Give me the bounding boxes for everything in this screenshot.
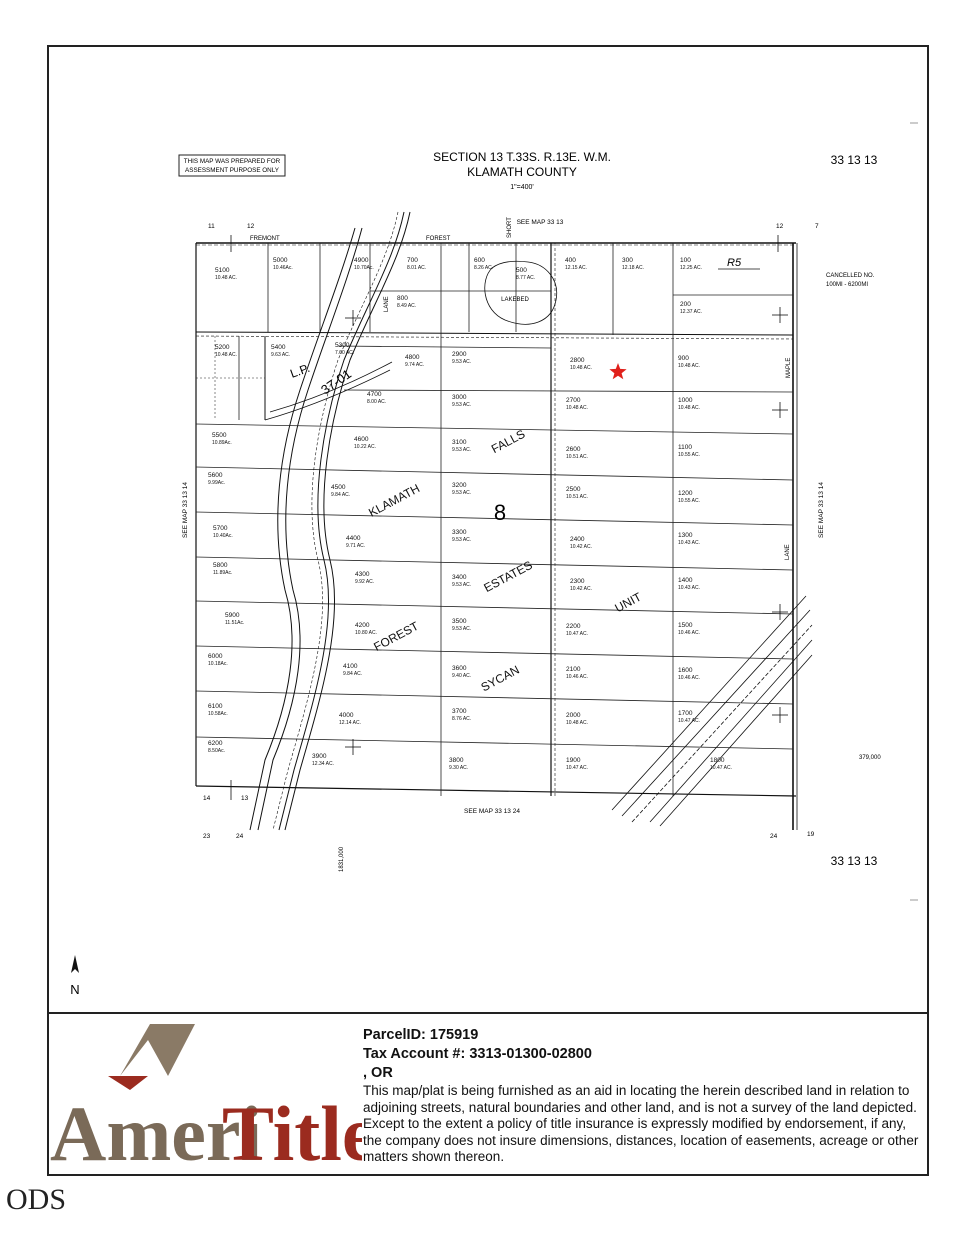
parcel-acreage: 9.53 AC. [452, 359, 472, 365]
parcel-acreage: 9.53 AC. [452, 402, 472, 408]
parcel-number: 6200 [208, 740, 223, 747]
parcel-acreage: 8.01 AC. [407, 265, 427, 271]
parcel-acreage: 12.15 AC. [565, 265, 587, 271]
parcel-number: 4900 [354, 257, 369, 264]
parcel-acreage: 9.92 AC. [355, 579, 375, 585]
parcel-acreage: 8.49 AC. [397, 303, 417, 309]
block-number: 8 [493, 500, 507, 525]
parcel-number: 900 [678, 355, 689, 362]
subdivision-word: KLAMATH [366, 481, 423, 520]
parcel-number: 2400 [570, 536, 585, 543]
parcel-acreage: 9.53 AC. [452, 626, 472, 632]
parcel-number: 4200 [355, 622, 370, 629]
cancelled-note-line1: CANCELLED NO. [826, 273, 875, 279]
parcel-acreage: 12.34 AC. [312, 761, 334, 767]
logo-mark [50, 1016, 362, 1166]
parcel-acreage: 12.25 AC. [680, 265, 702, 271]
parcel-acreage: 8.00 AC. [367, 399, 387, 405]
parcel-acreage: 7.60 AC. [335, 350, 355, 356]
parcel-number: 5600 [208, 472, 223, 479]
parcel-number: 1200 [678, 490, 693, 497]
road-name: SHORT [507, 217, 513, 238]
ameritite-logo [50, 1016, 362, 1166]
parcel-number: 2600 [566, 446, 581, 453]
parcel-number: 5900 [225, 612, 240, 619]
parcel-number: 4000 [339, 712, 354, 719]
parcel-number: 3800 [449, 757, 464, 764]
subdivision-word: SYCAN [478, 662, 522, 695]
parcel-acreage: 10.55 AC. [678, 498, 700, 504]
parcel-number: 1100 [678, 444, 692, 451]
parcel-number: 4700 [367, 391, 382, 398]
footer-divider [47, 1012, 929, 1014]
parcel-number: 3700 [452, 708, 467, 715]
parcel-acreage: 12.14 AC. [339, 720, 361, 726]
parcel-acreage: 9.53 AC. [452, 490, 472, 496]
parcel-number: 5700 [213, 525, 228, 532]
parcel-number: 1900 [566, 757, 581, 764]
parcel-acreage: 10.47 AC. [678, 718, 700, 724]
parcel-acreage: 8.50Ac. [208, 748, 225, 754]
parcel-acreage: 10.46 AC. [566, 674, 588, 680]
parcel-acreage: 10.58Ac. [208, 711, 228, 717]
subdivision-labels [366, 427, 644, 695]
parcel-number: 4500 [331, 484, 346, 491]
road-name: LANE [384, 296, 390, 312]
r5-label: R5 [727, 257, 742, 269]
map-title: SECTION 13 T.33S. R.13E. W.M. [433, 150, 611, 164]
parcel-acreage: 10.42 AC. [570, 544, 592, 550]
parcel-acreage: 10.22 AC. [354, 444, 376, 450]
survey-crosses [345, 307, 788, 755]
corner-number: 13 [241, 795, 249, 802]
parcel-acreage: 10.46 AC. [678, 630, 700, 636]
corner-number: 24 [236, 833, 244, 840]
disclaimer-text: This map/plat is being furnished as an aid in locating the herein described land in relation to adjoining streets, natural boundaries and other land, and is not a survey of the land depicted. Except to the extent a policy of title insurance is expressly modified by endorsement, if any, the company does not insure dimensions, distances, location of easements, acreage or other matters shown thereon. [363, 1083, 919, 1164]
parcel-acreage: 11.89Ac. [213, 570, 233, 576]
subdivision-word: UNIT [612, 589, 644, 616]
parcel-acreage: 9.40 AC. [452, 673, 472, 679]
parcel-acreage: 9.63 AC. [271, 352, 291, 358]
parcel-acreage: 10.47 AC. [566, 765, 588, 771]
parcel-number: 2700 [566, 397, 581, 404]
subdivision-word: FOREST [371, 618, 421, 655]
parcel-acreage: 9.30 AC. [449, 765, 469, 771]
parcel-acreage: 10.18Ac. [208, 661, 228, 667]
parcel-acreage: 8.77 AC. [516, 275, 536, 281]
corner-number: 7 [815, 223, 819, 230]
parcel-id: ParcelID: 175919 [363, 1027, 479, 1043]
subject-parcel-star [609, 363, 626, 379]
parcel-number: 200 [680, 301, 691, 308]
parcel-number: 3600 [452, 665, 467, 672]
corner-number: 11 [208, 223, 215, 230]
parcel-acreage: 12.37 AC. [680, 309, 702, 315]
parcel-acreage: 10.43 AC. [678, 540, 700, 546]
parcel-acreage: 10.42 AC. [570, 586, 592, 592]
parcel-acreage: 10.48 AC. [570, 365, 592, 371]
parcel-number: 4100 [343, 663, 358, 670]
parcel-number: 4300 [355, 571, 370, 578]
parcel-acreage: 12.18 AC. [622, 265, 644, 271]
parcel-number: 6100 [208, 703, 223, 710]
map-number-top: 33 13 13 [830, 153, 878, 167]
parcel-number: 2100 [566, 666, 581, 673]
transmission-easement [612, 596, 812, 826]
parcel-number: 3300 [452, 529, 467, 536]
coordinate-right: 379,000 [859, 755, 881, 761]
parcel-number: 100 [680, 257, 691, 264]
lp-label: L.P. [288, 360, 312, 381]
corner-number: 24 [770, 833, 778, 840]
parcel-acreage: 10.70Ac. [354, 265, 374, 271]
parcel-acreage: 10.40Ac. [213, 533, 233, 539]
corner-number: 14 [203, 795, 211, 802]
corner-number: 19 [807, 831, 815, 838]
parcel-acreage: 10.48 AC. [566, 405, 588, 411]
parcel-acreage: 9.71 AC. [346, 543, 366, 549]
parcel-acreage: 10.46 AC. [678, 675, 700, 681]
parcel-number: 6000 [208, 653, 223, 660]
ods-watermark: ODS [6, 1183, 67, 1216]
parcel-acreage: 9.53 AC. [452, 537, 472, 543]
parcel-number: 3000 [452, 394, 467, 401]
logo-chevron [108, 1076, 148, 1090]
parcel-acreage: 9.99Ac. [208, 480, 225, 486]
parcel-acreage: 9.84 AC. [331, 492, 351, 498]
parcel-acreage: 10.46Ac. [273, 265, 293, 271]
parcel-number: 600 [474, 257, 485, 264]
county-title: KLAMATH COUNTY [467, 165, 577, 179]
road-name: FREMONT [250, 236, 280, 242]
parcel-number: 3400 [452, 574, 467, 581]
parcel-number: 700 [407, 257, 418, 264]
parcel-number: 500 [516, 267, 527, 274]
parcel-acreage: 9.53 AC. [452, 582, 472, 588]
parcel-number: 400 [565, 257, 576, 264]
parcel-number: 4400 [346, 535, 361, 542]
parcel-number: 5500 [212, 432, 227, 439]
road-name: MAPLE [786, 357, 792, 378]
lp-number: 37-01 [318, 366, 354, 398]
parcel-number: 1600 [678, 667, 693, 674]
location: , OR [363, 1065, 393, 1081]
see-map-right: SEE MAP 33 13 14 [818, 482, 825, 538]
see-map-top: SEE MAP 33 13 [516, 219, 564, 226]
coordinate-bottom: 1831,000 [339, 846, 345, 872]
parcel-acreage: 10.47 AC. [710, 765, 732, 771]
parcel-acreage: 9.53 AC. [452, 447, 472, 453]
parcel-number: 3900 [312, 753, 327, 760]
see-map-left: SEE MAP 33 13 14 [182, 482, 189, 538]
assessment-box-line1: THIS MAP WAS PREPARED FOR [183, 158, 281, 165]
parcel-number: 4600 [354, 436, 369, 443]
parcel-number: 1400 [678, 577, 693, 584]
cancelled-note-line2: 100MI - 6200MI [826, 282, 869, 288]
parcel-number: 3100 [452, 439, 467, 446]
assessment-box-line2: ASSESSMENT PURPOSE ONLY [185, 167, 279, 174]
corner-number: 12 [776, 223, 784, 230]
parcel-number: 2800 [570, 357, 585, 364]
parcel-number: 5400 [271, 344, 286, 351]
logo-word-gray: Ameri [50, 1090, 263, 1166]
tax-account: Tax Account #: 3313-01300-02800 [363, 1046, 592, 1062]
parcel-number: 4800 [405, 354, 420, 361]
parcel-number: 5100 [215, 267, 230, 274]
parcel-number: 2900 [452, 351, 467, 358]
parcel-number: 5000 [273, 257, 288, 264]
logo-a-shape [120, 1024, 195, 1076]
parcel-number: 5300 [335, 342, 350, 349]
parcel-acreage: 10.48 AC. [678, 363, 700, 369]
corner-number: 23 [203, 833, 211, 840]
parcel-number: 2000 [566, 712, 581, 719]
parcel-number: 3500 [452, 618, 467, 625]
parcel-acreage: 10.48 AC. [215, 352, 237, 358]
parcel-acreage: 10.55 AC. [678, 452, 700, 458]
see-map-bottom: SEE MAP 33 13 24 [464, 808, 520, 815]
corner-marks [910, 123, 918, 900]
parcel-acreage: 10.80 AC. [355, 630, 377, 636]
parcel-acreage: 10.43 AC. [678, 585, 700, 591]
parcel-acreage: 10.89Ac. [212, 440, 232, 446]
lakebed-label: LAKEBED [501, 297, 529, 303]
subdivision-word: FALLS [488, 426, 528, 457]
parcel-acreage: 10.48 AC. [566, 720, 588, 726]
parcel-number: 800 [397, 295, 408, 302]
map-scale: 1"=400' [510, 184, 534, 191]
parcel-number: 5200 [215, 344, 230, 351]
parcel-acreage: 8.76 AC. [452, 716, 472, 722]
parcel-number: 2300 [570, 578, 585, 585]
logo-word-red: Title [222, 1090, 362, 1166]
parcel-number: 1500 [678, 622, 693, 629]
parcel-acreage: 11.51Ac. [225, 620, 245, 626]
parcel-number: 1700 [678, 710, 693, 717]
subdivision-word: ESTATES [481, 557, 535, 596]
parcel-number: 2200 [566, 623, 581, 630]
north-label: N [70, 982, 80, 997]
north-arrow-icon [71, 955, 79, 973]
road-name: LANE [785, 544, 791, 560]
map-number-bottom: 33 13 13 [830, 854, 878, 868]
parcel-acreage: 10.48 AC. [678, 405, 700, 411]
parcel-acreage: 8.26 AC. [474, 265, 494, 271]
corner-number: 12 [247, 223, 255, 230]
parcel-acreage: 10.51 AC. [566, 494, 588, 500]
parcel-number: 1800 [710, 757, 725, 764]
parcel-acreage: 10.48 AC. [215, 275, 237, 281]
parcel-acreage: 9.84 AC. [343, 671, 363, 677]
parcel-number: 1000 [678, 397, 693, 404]
footer-info [363, 1026, 923, 1166]
parcel-acreage: 10.47 AC. [566, 631, 588, 637]
parcel-number: 2500 [566, 486, 581, 493]
parcel-number: 5800 [213, 562, 228, 569]
parcel-acreage: 9.74 AC. [405, 362, 425, 368]
parcel-number: 3200 [452, 482, 467, 489]
road-name: FOREST [426, 236, 451, 242]
parcel-acreage: 10.51 AC. [566, 454, 588, 460]
parcel-number: 300 [622, 257, 633, 264]
parcel-number: 1300 [678, 532, 693, 539]
